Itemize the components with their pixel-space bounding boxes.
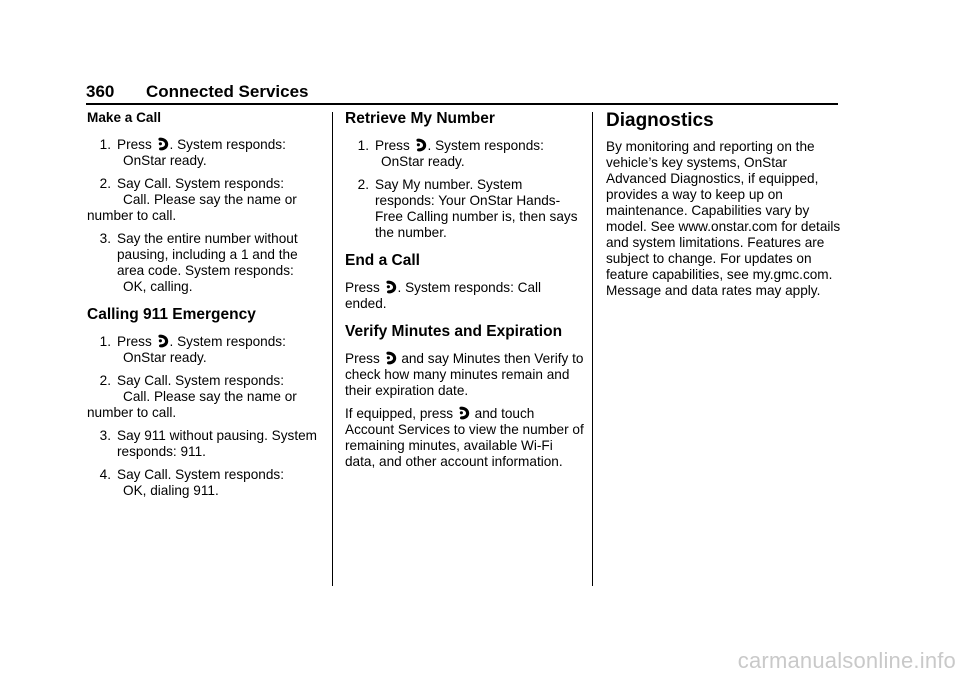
end-call-text: Press . System responds: Call ended. [345, 280, 542, 311]
column-divider-1 [332, 112, 333, 586]
section-title: Connected Services [146, 82, 309, 101]
heading-make-a-call: Make a Call [87, 110, 162, 125]
diagnostics-body: By monitoring and reporting on the vehicle’s key systems, OnStar Advanced Diagnostics, if equipped, provides a way to keep up on maintenance. Capabilities vary by model. See www.onstar.com for details and system limitations. Features are subject to change. For updates on feature capabilities, see my.gmc.com. Message and data rates may apply. [606, 139, 841, 298]
page-number: 360 [86, 82, 115, 101]
heading-verify-minutes: Verify Minutes and Expiration [345, 323, 563, 340]
header-rule [86, 103, 838, 105]
emergency-step-4: 4. Say Call. System responds: OK, dialing 911. [99, 467, 284, 498]
column-2 [345, 110, 585, 477]
onstar-voice-button-icon [157, 334, 169, 348]
onstar-voice-button-icon [385, 280, 397, 294]
heading-end-a-call: End a Call [345, 252, 420, 269]
watermark: carmanualsonline.info [737, 648, 956, 673]
page-header [86, 82, 838, 104]
retrieve-step-2: 2. Say My number. System responds: Your OnStar Hands-Free Calling number is, then says the number. [357, 177, 578, 240]
verify-paragraph-2: If equipped, press and touch Account Services to view the number of remaining minutes, available Wi-Fi data, and other account information. [345, 406, 584, 469]
emergency-step-2: 2. Say Call. System responds: Call. Please say the name or number to call. [87, 373, 297, 420]
onstar-voice-button-icon [415, 138, 427, 152]
retrieve-step-1: 1. Press . System responds: OnStar ready. [357, 138, 544, 169]
make-call-step-1: 1. Press . System responds: OnStar ready. [99, 137, 286, 168]
emergency-step-1: 1. Press . System responds: OnStar ready. [99, 334, 286, 365]
heading-diagnostics: Diagnostics [606, 110, 714, 131]
make-call-step-3: 3. Say the entire number without pausing, including a 1 and the area code. System responds: OK, calling. [99, 231, 298, 294]
heading-calling-911: Calling 911 Emergency [87, 306, 256, 323]
verify-paragraph-1: Press and say Minutes then Verify to check how many minutes remain and their expiration date. [345, 351, 584, 398]
column-1 [87, 110, 322, 506]
column-divider-2 [592, 112, 593, 586]
emergency-step-3: 3. Say 911 without pausing. System responds: 911. [99, 428, 317, 459]
make-call-step-2: 2. Say Call. System responds: Call. Please say the name or number to call. [87, 176, 297, 223]
onstar-voice-button-icon [458, 406, 470, 420]
onstar-voice-button-icon [157, 137, 169, 151]
onstar-voice-button-icon [385, 351, 397, 365]
column-3 [606, 110, 841, 306]
heading-retrieve-my-number: Retrieve My Number [345, 110, 495, 127]
